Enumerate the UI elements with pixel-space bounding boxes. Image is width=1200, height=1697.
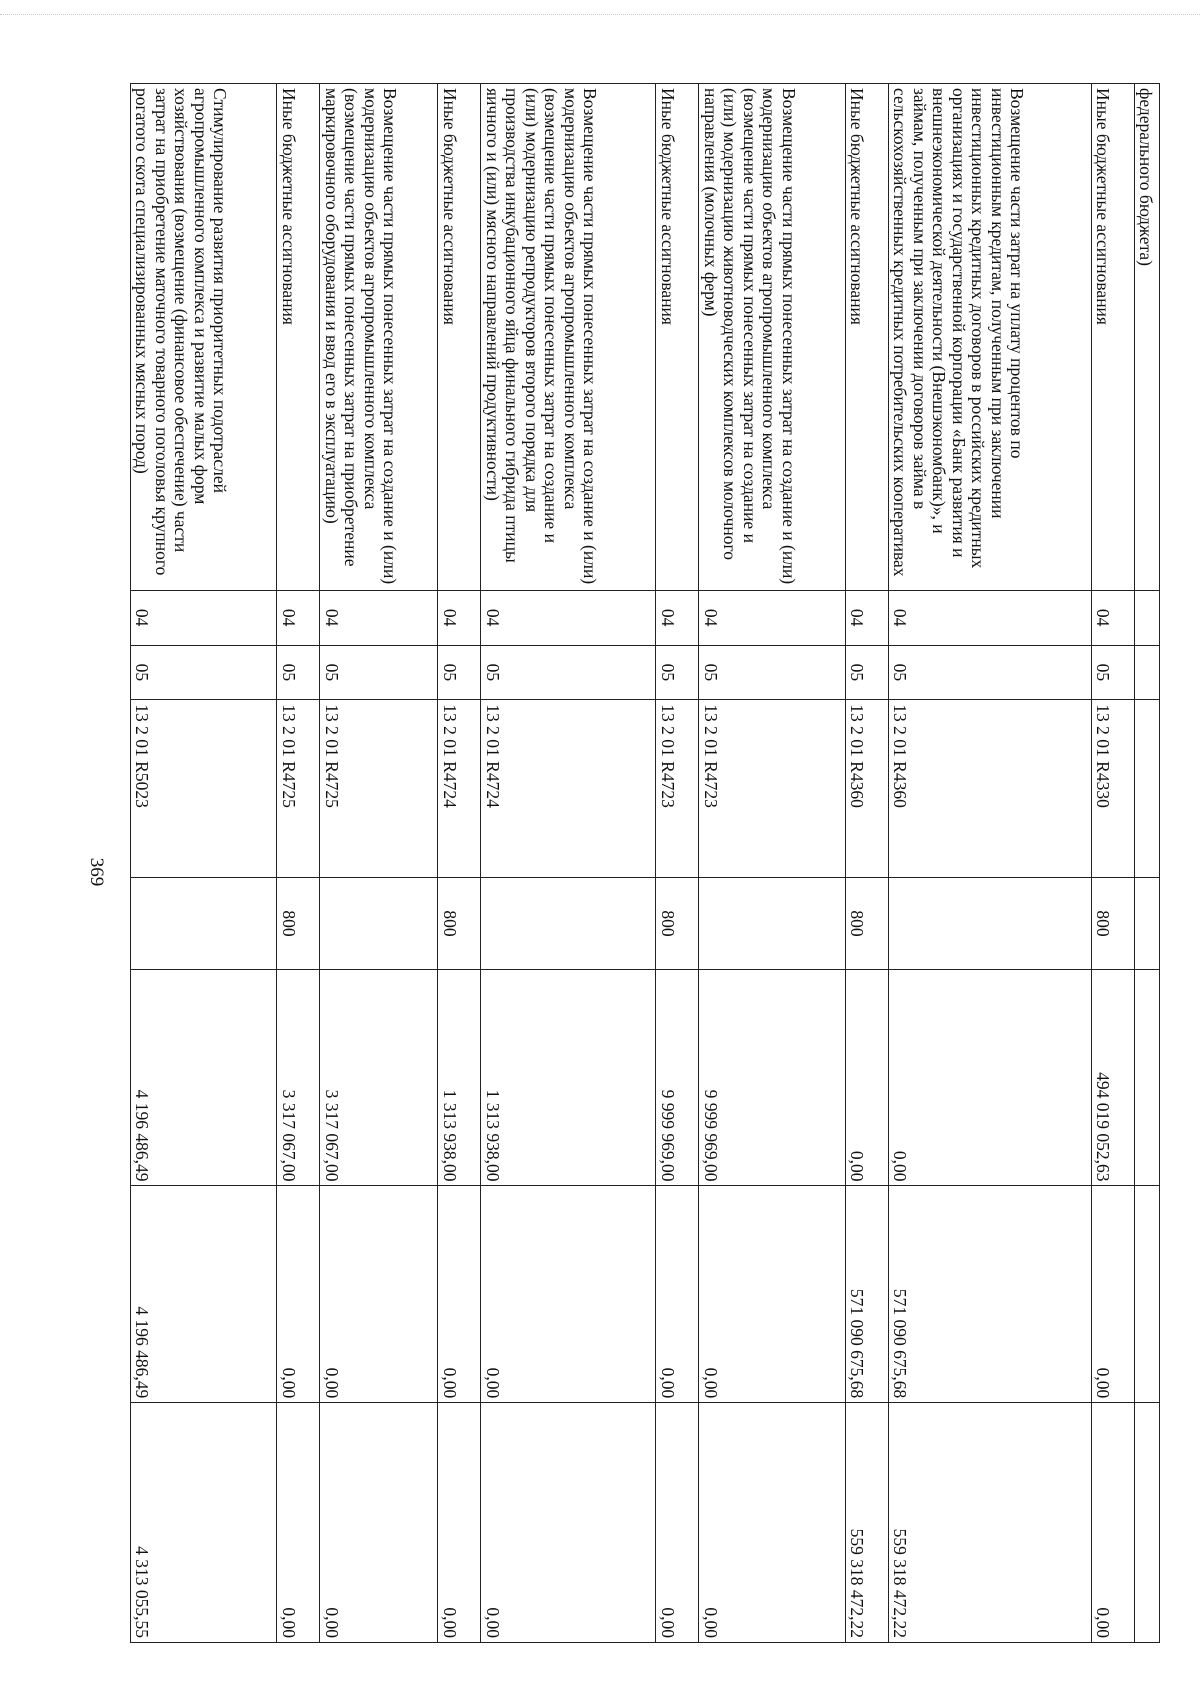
cell-amount-2: 0,00 xyxy=(1092,1186,1135,1403)
table-row xyxy=(888,84,1091,1643)
cell-amount-3: 559 318 472,22 xyxy=(888,1403,1091,1643)
table-row xyxy=(131,84,277,1643)
cell-section: 04 xyxy=(438,590,481,645)
cell-name: Иные бюджетные ассигнования xyxy=(656,84,699,591)
cell-amount-1: 1 313 938,00 xyxy=(481,969,656,1186)
cell-section: 04 xyxy=(699,590,845,645)
cell-amount-1: 494 019 052,63 xyxy=(1092,969,1135,1186)
cell-target-code: 13 2 01 R4723 xyxy=(699,700,845,878)
cell-amount-1: 9 999 969,00 xyxy=(656,969,699,1186)
cell-amount-2: 0,00 xyxy=(438,1186,481,1403)
cell-target-code: 13 2 01 R4724 xyxy=(438,700,481,878)
cell-amount-2: 0,00 xyxy=(320,1186,438,1403)
cell-expense-type xyxy=(320,878,438,969)
cell-amount-3: 4 313 055,55 xyxy=(131,1403,277,1643)
cell-section: 04 xyxy=(277,590,320,645)
cell-amount-2: 571 090 675,68 xyxy=(845,1186,888,1403)
header-cell: федерального бюджета) xyxy=(1135,84,1160,591)
cell-section: 04 xyxy=(845,590,888,645)
cell-expense-type xyxy=(481,878,656,969)
cell-expense-type: 800 xyxy=(656,878,699,969)
cell-amount-3: 0,00 xyxy=(320,1403,438,1643)
cell-amount-3: 0,00 xyxy=(1092,1403,1135,1643)
cell-section: 04 xyxy=(481,590,656,645)
cell-section: 04 xyxy=(320,590,438,645)
cell-target-code: 13 2 01 R4725 xyxy=(320,700,438,878)
table-row xyxy=(1092,84,1135,1643)
table-row xyxy=(438,84,481,1643)
table-row xyxy=(656,84,699,1643)
cell-name: Возмещение части прямых понесенных затрат на создание и (или) модернизацию объектов агропромышленного комплекса (возмещение части прямых понесенных затрат на создание и (или) модернизацию животноводческих комплексов молочного направления (молочных ферм) xyxy=(699,84,845,591)
cell-subsection: 05 xyxy=(845,645,888,700)
cell-name: Возмещение части затрат на уплату процентов по инвестиционным кредитам, полученным при заключении инвестиционных кредитных договоров в российских кредитных организациях и государственной корпорации «Банк развития и внешнеэкономической деятельности (Внешэкономбанк)», и займам, полученным при заключении договоров займа в сельскохозяйственных кредитных потребительских кооперативах xyxy=(888,84,1091,591)
table-header-row xyxy=(1135,84,1160,1643)
cell-name: Иные бюджетные ассигнования xyxy=(277,84,320,591)
table-row xyxy=(845,84,888,1643)
budget-table xyxy=(130,83,1160,1643)
cell-subsection: 05 xyxy=(320,645,438,700)
cell-amount-1: 9 999 969,00 xyxy=(699,969,845,1186)
cell-amount-1: 3 317 067,00 xyxy=(320,969,438,1186)
cell-target-code: 13 2 01 R4723 xyxy=(656,700,699,878)
empty-cell xyxy=(1135,590,1160,645)
cell-subsection: 05 xyxy=(699,645,845,700)
cell-amount-2: 0,00 xyxy=(481,1186,656,1403)
cell-subsection: 05 xyxy=(438,645,481,700)
table-row xyxy=(481,84,656,1643)
cell-amount-2: 0,00 xyxy=(656,1186,699,1403)
scan-edge-line xyxy=(0,14,1200,15)
cell-expense-type xyxy=(699,878,845,969)
cell-target-code: 13 2 01 R4360 xyxy=(845,700,888,878)
cell-subsection: 05 xyxy=(1092,645,1135,700)
cell-name: Иные бюджетные ассигнования xyxy=(1092,84,1135,591)
cell-section: 04 xyxy=(131,590,277,645)
cell-target-code: 13 2 01 R4724 xyxy=(481,700,656,878)
cell-section: 04 xyxy=(656,590,699,645)
cell-expense-type xyxy=(888,878,1091,969)
cell-amount-2: 4 196 486,49 xyxy=(131,1186,277,1403)
cell-amount-2: 0,00 xyxy=(277,1186,320,1403)
empty-cell xyxy=(1135,645,1160,700)
cell-amount-1: 0,00 xyxy=(845,969,888,1186)
cell-expense-type: 800 xyxy=(438,878,481,969)
cell-amount-1: 0,00 xyxy=(888,969,1091,1186)
cell-expense-type: 800 xyxy=(277,878,320,969)
cell-subsection: 05 xyxy=(131,645,277,700)
table-row xyxy=(699,84,845,1643)
cell-amount-2: 0,00 xyxy=(699,1186,845,1403)
cell-name: Стимулирование развития приоритетных подотраслей агропромышленного комплекса и развитие малых форм хозяйствования (возмещение (финансовое обеспечение) части затрат на приобретение маточного товарного поголовья крупного рогатого скота специализированных мясных пород) xyxy=(131,84,277,591)
cell-amount-2: 571 090 675,68 xyxy=(888,1186,1091,1403)
cell-section: 04 xyxy=(1092,590,1135,645)
cell-name: Возмещение части прямых понесенных затрат на создание и (или) модернизацию объектов агропромышленного комплекса (возмещение части прямых понесенных затрат на приобретение маркировочного оборудования и ввод его в эксплуатацию) xyxy=(320,84,438,591)
cell-target-code: 13 2 01 R4360 xyxy=(888,700,1091,878)
cell-amount-3: 0,00 xyxy=(481,1403,656,1643)
cell-amount-1: 3 317 067,00 xyxy=(277,969,320,1186)
empty-cell xyxy=(1135,1186,1160,1403)
cell-expense-type xyxy=(131,878,277,969)
cell-section: 04 xyxy=(888,590,1091,645)
page-number: 369 xyxy=(86,857,107,887)
cell-target-code: 13 2 01 R4725 xyxy=(277,700,320,878)
empty-cell xyxy=(1135,878,1160,969)
cell-expense-type: 800 xyxy=(845,878,888,969)
cell-amount-1: 1 313 938,00 xyxy=(438,969,481,1186)
cell-amount-1: 4 196 486,49 xyxy=(131,969,277,1186)
cell-target-code: 13 2 01 R5023 xyxy=(131,700,277,878)
cell-amount-3: 559 318 472,22 xyxy=(845,1403,888,1643)
table-row xyxy=(320,84,438,1643)
empty-cell xyxy=(1135,969,1160,1186)
cell-subsection: 05 xyxy=(888,645,1091,700)
cell-subsection: 05 xyxy=(656,645,699,700)
cell-name: Иные бюджетные ассигнования xyxy=(438,84,481,591)
cell-name: Возмещение части прямых понесенных затрат на создание и (или) модернизацию объектов агропромышленного комплекса (возмещение части прямых понесенных затрат на создание и (или) модернизацию репродукторов второго порядка для производства инкубационного яйца финального гибрида птицы яичного и (или) мясного направлений продуктивности) xyxy=(481,84,656,591)
cell-amount-3: 0,00 xyxy=(277,1403,320,1643)
cell-expense-type: 800 xyxy=(1092,878,1135,969)
cell-target-code: 13 2 01 R4330 xyxy=(1092,700,1135,878)
empty-cell xyxy=(1135,700,1160,878)
empty-cell xyxy=(1135,1403,1160,1643)
cell-amount-3: 0,00 xyxy=(656,1403,699,1643)
cell-subsection: 05 xyxy=(481,645,656,700)
cell-name: Иные бюджетные ассигнования xyxy=(845,84,888,591)
cell-amount-3: 0,00 xyxy=(438,1403,481,1643)
table-row xyxy=(277,84,320,1643)
rotated-page-content xyxy=(130,83,1160,1643)
cell-amount-3: 0,00 xyxy=(699,1403,845,1643)
cell-subsection: 05 xyxy=(277,645,320,700)
